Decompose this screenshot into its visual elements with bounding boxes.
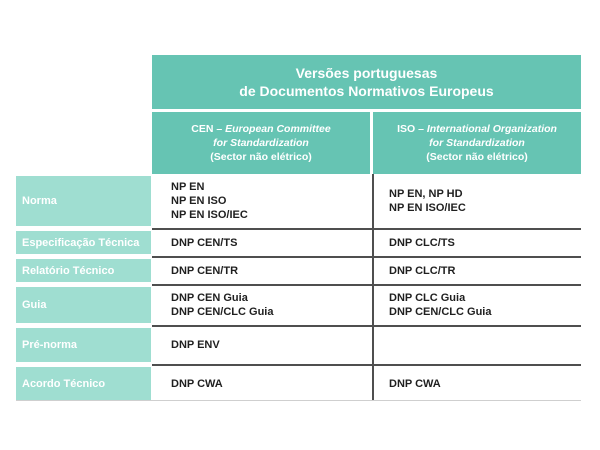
cen-item: DNP CEN/TS <box>171 236 238 249</box>
iso-cell-acordo-tecnico <box>383 367 581 400</box>
row-divider <box>152 364 581 366</box>
iso-cell-pre-norma <box>383 328 581 362</box>
row-label-guia: Guia <box>16 287 151 323</box>
iso-item: DNP CWA <box>389 377 441 390</box>
cen-item: DNP CEN Guia <box>171 292 248 304</box>
cen-cell-acordo-tecnico <box>165 367 370 400</box>
iso-item: DNP CEN/CLC Guia <box>389 306 492 318</box>
cen-item: DNP CEN/CLC Guia <box>171 306 274 318</box>
cen-name-line2: for Standardization <box>213 137 309 149</box>
row-label-norma: Norma <box>16 176 151 226</box>
cen-item: DNP CWA <box>171 377 223 390</box>
row-divider <box>152 256 581 258</box>
iso-dash: – <box>415 123 427 135</box>
cen-cell-pre-norma <box>165 328 370 362</box>
column-divider <box>372 174 374 400</box>
cen-item: DNP ENV <box>171 339 220 351</box>
cen-prefix: CEN <box>191 123 214 135</box>
cen-item: DNP CEN/TR <box>171 264 239 277</box>
cen-cell-norma <box>165 176 370 226</box>
iso-item: DNP CLC/TR <box>389 264 456 277</box>
cen-item: NP EN ISO/IEC <box>171 209 248 221</box>
cen-cell-relatorio-tecnico <box>165 259 370 282</box>
cen-item: NP EN <box>171 181 205 193</box>
table-title <box>152 55 581 109</box>
cen-name-line1: European Committee <box>225 123 331 135</box>
iso-item: NP EN, NP HD <box>389 188 463 200</box>
iso-cell-relatorio-tecnico <box>383 259 581 282</box>
cen-dash: – <box>213 123 226 135</box>
iso-item: DNP CLC Guia <box>389 292 466 304</box>
cen-item: NP EN ISO <box>171 195 227 207</box>
cen-cell-especificacao-tecnica <box>165 231 370 254</box>
iso-column-header <box>373 112 581 174</box>
iso-name-line2: for Standardization <box>429 137 525 149</box>
cen-note: (Sector não elétrico) <box>210 151 312 163</box>
iso-cell-guia <box>383 287 581 323</box>
iso-item: DNP CLC/TS <box>389 236 455 249</box>
row-label-especificacao-tecnica: Especificação Técnica <box>16 231 151 254</box>
row-label-relatorio-tecnico: Relatório Técnico <box>16 259 151 282</box>
row-divider <box>152 228 581 230</box>
table-title-line2: de Documentos Normativos Europeus <box>239 83 494 99</box>
table-bottom-rule <box>16 400 581 401</box>
row-label-pre-norma: Pré-norma <box>16 328 151 362</box>
iso-name-line1: International Organization <box>426 123 557 135</box>
iso-prefix: ISO <box>397 123 416 135</box>
row-divider <box>152 284 581 286</box>
row-divider <box>152 325 581 327</box>
iso-cell-especificacao-tecnica <box>383 231 581 254</box>
cen-cell-guia <box>165 287 370 323</box>
iso-note: (Sector não elétrico) <box>426 151 528 163</box>
iso-item: NP EN ISO/IEC <box>389 202 466 214</box>
table-title-line1: Versões portuguesas <box>295 65 438 81</box>
cen-column-header <box>152 112 370 174</box>
row-label-acordo-tecnico: Acordo Técnico <box>16 367 151 400</box>
iso-cell-norma <box>383 176 581 226</box>
